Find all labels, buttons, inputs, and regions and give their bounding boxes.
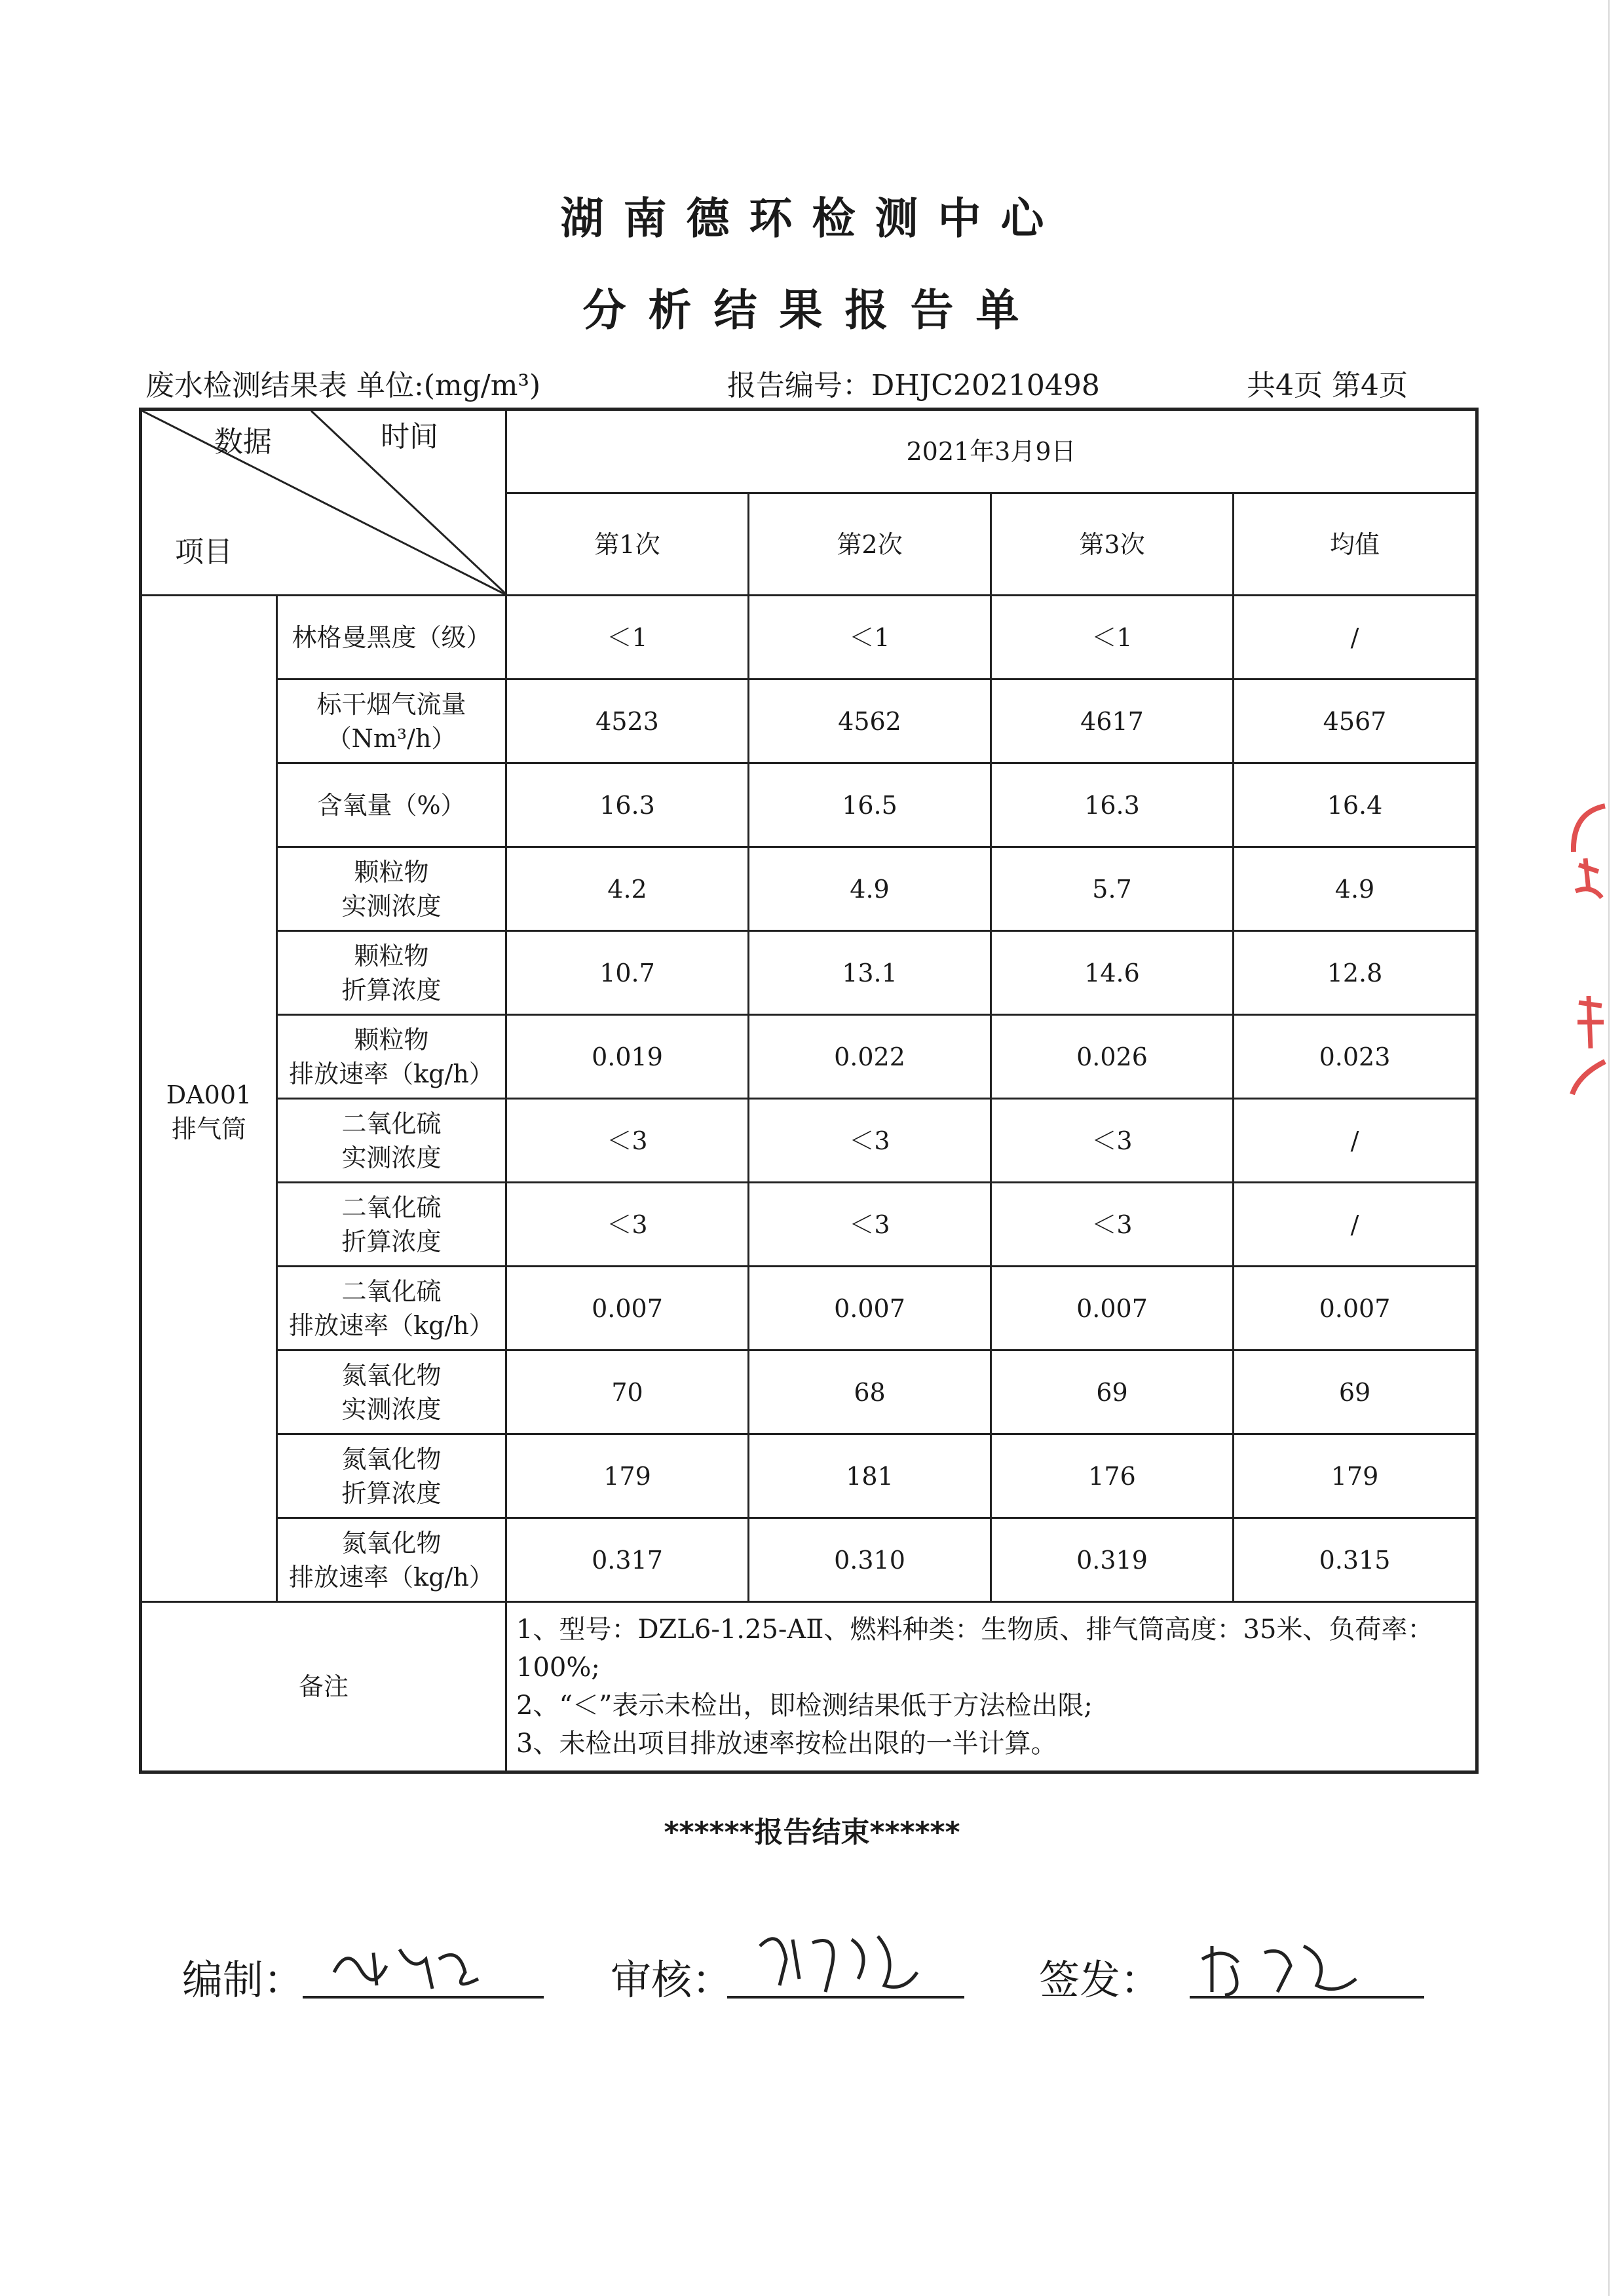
source-cell [141, 596, 277, 1602]
value-cell: 4567 [1234, 679, 1477, 763]
table-row [141, 847, 1477, 931]
value-cell: 4617 [991, 679, 1234, 763]
item-name-line: 氮氧化物 [341, 1360, 442, 1390]
compile-label: 编制： [182, 1956, 305, 2004]
value-cell: ＜3 [749, 1099, 991, 1183]
table-row [141, 596, 1477, 679]
value-cell: 12.8 [1234, 931, 1477, 1015]
value-cell: 4.9 [1234, 847, 1477, 931]
page-info: 共4页 第4页 [1247, 369, 1408, 402]
source-label: DA001 [166, 1080, 252, 1109]
value-cell: 0.022 [749, 1015, 991, 1099]
item-name-line: 颗粒物 [354, 857, 429, 887]
column-header-2: 第2次 [749, 493, 991, 596]
item-name-line: 折算浓度 [341, 975, 442, 1004]
value-cell: 69 [1234, 1350, 1477, 1434]
table-row [141, 1350, 1477, 1434]
value-cell: 179 [1234, 1434, 1477, 1518]
value-cell: 16.3 [991, 763, 1234, 847]
source-label: 排气筒 [171, 1114, 246, 1143]
corner-label-data: 数据 [214, 425, 272, 459]
remark-line: 3、未检出项目排放速率按检出限的一半计算。 [516, 1729, 1057, 1759]
remarks-row [141, 1602, 1477, 1772]
value-cell: ＜3 [991, 1183, 1234, 1267]
value-cell: / [1234, 1099, 1477, 1183]
item-name-line: 排放速率（kg/h） [289, 1059, 494, 1088]
value-cell: 0.310 [749, 1518, 991, 1602]
value-cell: 0.007 [1234, 1267, 1477, 1350]
corner-label-time: 时间 [381, 420, 438, 453]
item-name-line: 含氧量（%） [317, 790, 466, 820]
item-name-cell [277, 596, 506, 679]
item-name-cell [277, 1434, 506, 1518]
red-stamp-fragment [1566, 786, 1612, 1101]
results-table [139, 408, 1479, 1774]
value-cell: 181 [749, 1434, 991, 1518]
value-cell: / [1234, 1183, 1477, 1267]
value-cell: 0.007 [749, 1267, 991, 1350]
table-row [141, 1099, 1477, 1183]
item-name-line: （Nm³/h） [326, 723, 457, 753]
value-cell: 4523 [506, 679, 749, 763]
value-cell: ＜3 [506, 1183, 749, 1267]
item-name-cell [277, 1518, 506, 1602]
value-cell: 0.007 [991, 1267, 1234, 1350]
value-cell: 5.7 [991, 847, 1234, 931]
item-name-line: 二氧化硫 [341, 1109, 442, 1138]
value-cell: ＜1 [749, 596, 991, 679]
item-name-cell [277, 679, 506, 763]
value-cell: ＜3 [749, 1183, 991, 1267]
item-name-cell [277, 1099, 506, 1183]
value-cell: 16.3 [506, 763, 749, 847]
column-header-avg: 均值 [1234, 493, 1477, 596]
item-name-cell [277, 1267, 506, 1350]
item-name-line: 二氧化硫 [341, 1276, 442, 1306]
item-name-line: 排放速率（kg/h） [289, 1562, 494, 1592]
item-name-cell [277, 763, 506, 847]
item-name-cell [277, 931, 506, 1015]
issue-label: 签发： [1039, 1956, 1161, 2004]
value-cell: ＜3 [506, 1099, 749, 1183]
results-table-body [141, 410, 1477, 1772]
item-name-line: 氮氧化物 [341, 1444, 442, 1474]
value-cell: 10.7 [506, 931, 749, 1015]
value-cell: 16.4 [1234, 763, 1477, 847]
value-cell: 176 [991, 1434, 1234, 1518]
table-row [141, 1518, 1477, 1602]
item-name-line: 标干烟气流量 [316, 689, 466, 719]
value-cell: 14.6 [991, 931, 1234, 1015]
value-cell: 68 [749, 1350, 991, 1434]
value-cell: 70 [506, 1350, 749, 1434]
item-name-cell [277, 1015, 506, 1099]
table-name: 废水检测结果表 单位:(mg/m³) [145, 369, 541, 402]
item-name-line: 二氧化硫 [341, 1193, 442, 1222]
doc-title: 分析结果报告单 [582, 285, 1042, 335]
review-label: 审核： [611, 1956, 733, 2004]
remark-line: 1、型号：DZL6-1.25-AⅡ、燃料种类：生物质、排气筒高度：35米、负荷率：100%; [516, 1615, 1434, 1683]
value-cell: 179 [506, 1434, 749, 1518]
remarks-content [506, 1602, 1477, 1772]
table-row [141, 931, 1477, 1015]
item-name-line: 实测浓度 [341, 891, 442, 921]
item-name-cell [277, 847, 506, 931]
item-name-line: 林格曼黑度（级） [292, 622, 491, 652]
value-cell: 4.2 [506, 847, 749, 931]
value-cell: 16.5 [749, 763, 991, 847]
compile-signature [328, 1933, 485, 2005]
table-row [141, 1434, 1477, 1518]
item-name-line: 实测浓度 [341, 1143, 442, 1172]
value-cell: 0.023 [1234, 1015, 1477, 1099]
item-name-line: 颗粒物 [354, 941, 429, 970]
date-header: 2021年3月9日 [506, 410, 1477, 493]
corner-label-item: 项目 [175, 535, 233, 569]
table-row [141, 763, 1477, 847]
value-cell: 13.1 [749, 931, 991, 1015]
issue-signature [1199, 1926, 1369, 2005]
item-name-line: 实测浓度 [341, 1394, 442, 1424]
item-name-line: 氮氧化物 [341, 1528, 442, 1558]
item-name-cell [277, 1350, 506, 1434]
remarks-label: 备注 [141, 1602, 506, 1772]
value-cell: 0.026 [991, 1015, 1234, 1099]
table-row [141, 1015, 1477, 1099]
item-name-cell [277, 1183, 506, 1267]
org-title: 湖南德环检测中心 [560, 193, 1064, 244]
item-name-line: 排放速率（kg/h） [289, 1311, 494, 1340]
value-cell: 0.019 [506, 1015, 749, 1099]
table-row [141, 679, 1477, 763]
value-cell: 0.319 [991, 1518, 1234, 1602]
value-cell: 0.317 [506, 1518, 749, 1602]
remark-line: 2、“＜”表示未检出，即检测结果低于方法检出限; [516, 1691, 1093, 1721]
report-number: 报告编号：DHJC20210498 [727, 369, 1100, 402]
value-cell: / [1234, 596, 1477, 679]
value-cell: 0.007 [506, 1267, 749, 1350]
value-cell: 4.9 [749, 847, 991, 931]
column-header-1: 第1次 [506, 493, 749, 596]
corner-header-cell [141, 410, 506, 596]
header-row-date [141, 410, 1477, 493]
item-name-line: 颗粒物 [354, 1025, 429, 1054]
item-name-line: 折算浓度 [341, 1478, 442, 1508]
item-name-line: 折算浓度 [341, 1227, 442, 1256]
review-signature [753, 1920, 924, 2005]
scan-edge [1608, 0, 1610, 2296]
end-of-report: ******报告结束****** [664, 1816, 960, 1849]
column-header-3: 第3次 [991, 493, 1234, 596]
value-cell: ＜1 [991, 596, 1234, 679]
table-row [141, 1267, 1477, 1350]
value-cell: ＜1 [506, 596, 749, 679]
value-cell: 4562 [749, 679, 991, 763]
table-row [141, 1183, 1477, 1267]
value-cell: 69 [991, 1350, 1234, 1434]
value-cell: 0.315 [1234, 1518, 1477, 1602]
value-cell: ＜3 [991, 1099, 1234, 1183]
